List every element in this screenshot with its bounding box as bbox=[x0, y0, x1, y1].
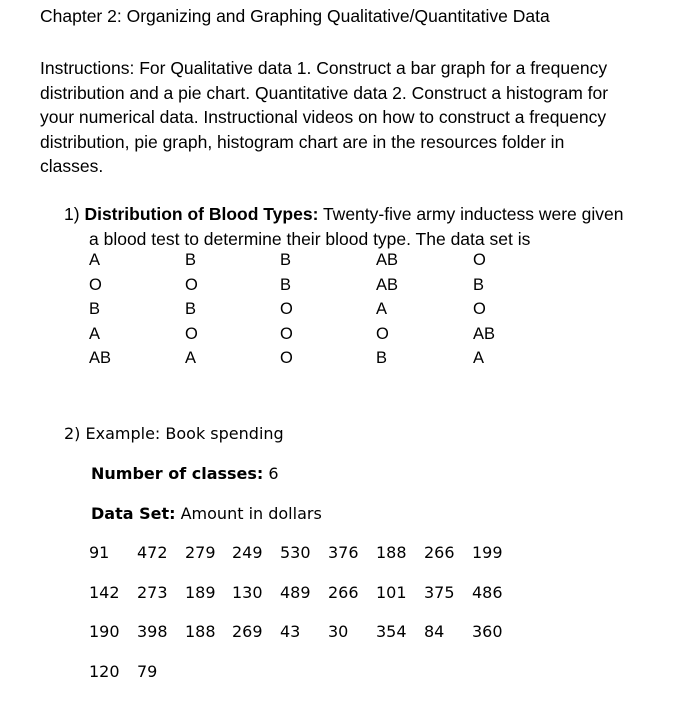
data-set-row bbox=[89, 622, 519, 646]
blood-type-cell: B bbox=[280, 275, 292, 294]
blood-type-cell: O bbox=[185, 324, 198, 343]
blood-type-cell: B bbox=[185, 300, 197, 318]
problem-1-line-2: a blood test to determine their blood type. The data set is bbox=[89, 228, 531, 249]
blood-type-cell: A bbox=[89, 251, 101, 269]
data-set-value-cell: 486 bbox=[472, 582, 503, 602]
blood-type-cell: B bbox=[185, 251, 197, 269]
number-of-classes bbox=[91, 464, 279, 483]
data-set-row bbox=[89, 583, 519, 607]
data-set-value-cell: 199 bbox=[472, 543, 503, 562]
data-set-value-cell: 188 bbox=[185, 622, 216, 641]
data-set-value-cell: 279 bbox=[185, 543, 216, 562]
data-set-value: Amount in dollars bbox=[175, 504, 322, 523]
data-set-value-cell: 130 bbox=[232, 582, 263, 602]
blood-type-row bbox=[89, 349, 509, 374]
problem-1-text: Twenty-five army inductess were given bbox=[318, 204, 624, 224]
data-set-description bbox=[91, 504, 322, 523]
data-set-value-cell: 376 bbox=[328, 543, 359, 562]
blood-type-cell: O bbox=[280, 300, 293, 318]
blood-type-cell: A bbox=[89, 324, 101, 343]
data-set-value-cell: 472 bbox=[137, 543, 168, 562]
problem-1-number: 1) bbox=[64, 204, 80, 224]
blood-type-cell: AB bbox=[376, 275, 399, 294]
data-set-value-cell: 142 bbox=[89, 582, 120, 602]
chapter-title: Chapter 2: Organizing and Graphing Qualitative/Quantitative Data bbox=[40, 6, 550, 26]
blood-type-cell: AB bbox=[89, 349, 112, 367]
data-set-value-cell: 101 bbox=[376, 582, 407, 602]
data-set-value-cell: 398 bbox=[137, 622, 168, 641]
blood-type-cell: AB bbox=[376, 251, 399, 269]
data-set-value-cell: 91 bbox=[89, 543, 110, 562]
blood-type-cell: O bbox=[89, 275, 102, 294]
blood-type-cell: O bbox=[473, 251, 486, 269]
instructions-line: your numerical data. Instructional videos on how to construct a frequency bbox=[40, 107, 607, 127]
blood-type-cell: O bbox=[376, 324, 389, 343]
blood-type-cell: A bbox=[376, 300, 388, 318]
instructions-line: distribution, pie graph, histogram chart are in the resources folder in bbox=[40, 131, 565, 152]
instructions-paragraph bbox=[40, 56, 676, 179]
data-set-value-cell: 79 bbox=[137, 661, 158, 681]
data-set-value-cell: 266 bbox=[328, 582, 359, 602]
data-set-value-cell: 354 bbox=[376, 622, 407, 641]
data-set-value-cell: 84 bbox=[424, 622, 445, 641]
blood-type-cell: O bbox=[280, 349, 293, 367]
data-set-value-cell: 188 bbox=[376, 543, 407, 562]
data-set-value-cell: 43 bbox=[280, 622, 301, 641]
data-set-row bbox=[89, 543, 519, 567]
data-set-value-cell: 360 bbox=[472, 622, 503, 641]
blood-type-cell: O bbox=[185, 275, 198, 294]
blood-type-cell: B bbox=[89, 300, 101, 318]
problem-2-heading: 2) Example: Book spending bbox=[64, 424, 284, 443]
data-set-value-cell: 530 bbox=[280, 543, 311, 562]
blood-type-cell: A bbox=[185, 349, 197, 367]
number-of-classes-value: 6 bbox=[263, 464, 279, 483]
blood-type-cell: B bbox=[376, 349, 388, 367]
data-set-value-cell: 30 bbox=[328, 622, 349, 641]
data-set-value-cell: 375 bbox=[424, 582, 455, 602]
data-set-value-cell: 120 bbox=[89, 661, 120, 681]
blood-type-row bbox=[89, 325, 509, 350]
blood-type-row bbox=[89, 251, 509, 276]
data-set-value-cell: 269 bbox=[232, 622, 263, 641]
data-set-value-cell: 266 bbox=[424, 543, 455, 562]
blood-type-row bbox=[89, 276, 509, 301]
blood-type-row bbox=[89, 300, 509, 325]
data-set-row bbox=[89, 662, 519, 686]
blood-type-cell: A bbox=[473, 349, 485, 367]
instructions-line: Instructions: For Qualitative data 1. Construct a bar graph for a frequency bbox=[40, 58, 608, 78]
instructions-line: classes. bbox=[40, 156, 104, 176]
data-set-value-cell: 249 bbox=[232, 543, 263, 562]
data-set-label: Data Set: bbox=[91, 504, 176, 523]
data-set-value-cell: 489 bbox=[280, 582, 311, 602]
blood-type-cell: AB bbox=[473, 324, 496, 343]
problem-1-heading: Distribution of Blood Types: bbox=[84, 204, 319, 224]
number-of-classes-label: Number of classes: bbox=[91, 464, 264, 483]
blood-type-cell: B bbox=[473, 275, 485, 294]
data-set-value-cell: 190 bbox=[89, 622, 120, 641]
problem-1-line-1 bbox=[64, 202, 684, 227]
problem-1 bbox=[64, 202, 684, 251]
blood-type-cell: O bbox=[280, 324, 293, 343]
data-set-value-cell: 273 bbox=[137, 582, 168, 602]
blood-type-cell: B bbox=[280, 251, 292, 269]
data-set-value-cell: 189 bbox=[185, 582, 216, 602]
blood-type-cell: O bbox=[473, 300, 486, 318]
instructions-line: distribution and a pie chart. Quantitative data 2. Construct a histogram for bbox=[40, 82, 609, 103]
